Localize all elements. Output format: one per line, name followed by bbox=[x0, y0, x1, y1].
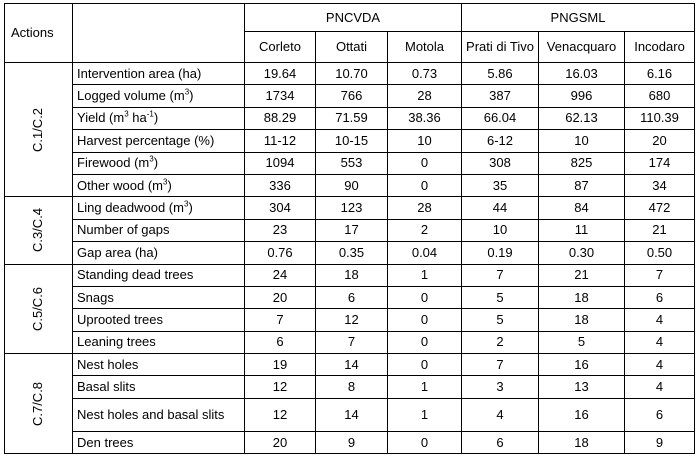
cell-value: 71.59 bbox=[316, 107, 388, 129]
cell-value: 0.19 bbox=[462, 242, 539, 264]
table-row bbox=[5, 309, 695, 331]
cell-value: 0.04 bbox=[388, 242, 462, 264]
cell-value: 110.39 bbox=[625, 107, 695, 129]
cell-value: 7 bbox=[245, 309, 316, 331]
cell-value: 5 bbox=[462, 286, 539, 308]
cell-value: 553 bbox=[316, 152, 388, 174]
cell-value: 13 bbox=[539, 376, 625, 398]
cell-value: 6 bbox=[316, 286, 388, 308]
table-row bbox=[5, 130, 695, 152]
cell-value: 0 bbox=[388, 354, 462, 376]
cell-value: 10 bbox=[539, 130, 625, 152]
cell-value: 18 bbox=[539, 431, 625, 453]
cell-value: 6 bbox=[625, 398, 695, 431]
cell-value: 34 bbox=[625, 174, 695, 196]
site-header: Prati di Tivo bbox=[462, 32, 539, 63]
cell-value: 2 bbox=[462, 331, 539, 353]
cell-value: 0.76 bbox=[245, 242, 316, 264]
variable-name: Snags bbox=[73, 286, 245, 308]
cell-value: 4 bbox=[625, 331, 695, 353]
cell-value: 35 bbox=[462, 174, 539, 196]
variable-name: Gap area (ha) bbox=[73, 242, 245, 264]
cell-value: 18 bbox=[316, 264, 388, 286]
site-header: Incodaro bbox=[625, 32, 695, 63]
variable-name: Yield ($m^3$ $ha^{-1}$) bbox=[73, 107, 245, 129]
cell-value: 1734 bbox=[245, 85, 316, 107]
cell-value: 21 bbox=[539, 264, 625, 286]
cell-value: 308 bbox=[462, 152, 539, 174]
site-header: Corleto bbox=[245, 32, 316, 63]
variable-name: Harvest percentage (%) bbox=[73, 130, 245, 152]
cell-value: 2 bbox=[388, 219, 462, 241]
cell-value: 0 bbox=[388, 286, 462, 308]
cell-value: 7 bbox=[316, 331, 388, 353]
table-row bbox=[5, 152, 695, 174]
table-row bbox=[5, 242, 695, 264]
cell-value: 9 bbox=[316, 431, 388, 453]
variable-header bbox=[73, 4, 245, 63]
action-group-label: C.3/C.4 bbox=[5, 197, 73, 264]
cell-value: 5.86 bbox=[462, 63, 539, 85]
cell-value: 21 bbox=[625, 219, 695, 241]
cell-value: 3 bbox=[462, 376, 539, 398]
table-row bbox=[5, 63, 695, 85]
cell-value: 123 bbox=[316, 197, 388, 219]
cell-value: 0 bbox=[388, 431, 462, 453]
table-row bbox=[5, 85, 695, 107]
table-row bbox=[5, 264, 695, 286]
cell-value: 23 bbox=[245, 219, 316, 241]
cell-value: 0 bbox=[388, 174, 462, 196]
cell-value: 387 bbox=[462, 85, 539, 107]
variable-name: Leaning trees bbox=[73, 331, 245, 353]
cell-value: 0.30 bbox=[539, 242, 625, 264]
cell-value: 88.29 bbox=[245, 107, 316, 129]
cell-value: 24 bbox=[245, 264, 316, 286]
cell-value: 4 bbox=[625, 354, 695, 376]
cell-value: 19.64 bbox=[245, 63, 316, 85]
cell-value: 304 bbox=[245, 197, 316, 219]
cell-value: 12 bbox=[245, 398, 316, 431]
cell-value: 44 bbox=[462, 197, 539, 219]
site-header: Ottati bbox=[316, 32, 388, 63]
cell-value: 8 bbox=[316, 376, 388, 398]
cell-value: 4 bbox=[625, 309, 695, 331]
action-group-label: C.7/C.8 bbox=[5, 354, 73, 454]
cell-value: 11-12 bbox=[245, 130, 316, 152]
variable-name: Logged volume $(m^3)$ bbox=[73, 85, 245, 107]
cell-value: 6-12 bbox=[462, 130, 539, 152]
cell-value: 5 bbox=[539, 331, 625, 353]
cell-value: 10 bbox=[462, 219, 539, 241]
cell-value: 90 bbox=[316, 174, 388, 196]
variable-name: Other wood $(m^3)$ bbox=[73, 174, 245, 196]
table-row bbox=[5, 431, 695, 453]
cell-value: 14 bbox=[316, 354, 388, 376]
cell-value: 17 bbox=[316, 219, 388, 241]
park-header-pngsml: PNGSML bbox=[462, 4, 695, 32]
cell-value: 16.03 bbox=[539, 63, 625, 85]
variable-name: Basal slits bbox=[73, 376, 245, 398]
actions-header: Actions bbox=[5, 4, 73, 63]
site-header: Motola bbox=[388, 32, 462, 63]
cell-value: 0 bbox=[388, 309, 462, 331]
table-row bbox=[5, 174, 695, 196]
cell-value: 66.04 bbox=[462, 107, 539, 129]
cell-value: 0 bbox=[388, 331, 462, 353]
cell-value: 20 bbox=[245, 286, 316, 308]
cell-value: 18 bbox=[539, 286, 625, 308]
cell-value: 472 bbox=[625, 197, 695, 219]
cell-value: 10 bbox=[388, 130, 462, 152]
cell-value: 12 bbox=[245, 376, 316, 398]
table-row bbox=[5, 286, 695, 308]
cell-value: 336 bbox=[245, 174, 316, 196]
cell-value: 84 bbox=[539, 197, 625, 219]
variable-name: Intervention area (ha) bbox=[73, 63, 245, 85]
variable-name: Nest holes and basal slits bbox=[73, 398, 245, 431]
cell-value: 18 bbox=[539, 309, 625, 331]
variable-name: Ling deadwood $(m^3)$ bbox=[73, 197, 245, 219]
table-container bbox=[4, 3, 695, 454]
cell-value: 0.50 bbox=[625, 242, 695, 264]
cell-value: 0 bbox=[388, 152, 462, 174]
forest-actions-table bbox=[4, 3, 695, 454]
variable-name: Firewood $(m^3)$ bbox=[73, 152, 245, 174]
cell-value: 14 bbox=[316, 398, 388, 431]
cell-value: 996 bbox=[539, 85, 625, 107]
cell-value: 20 bbox=[625, 130, 695, 152]
cell-value: 6.16 bbox=[625, 63, 695, 85]
cell-value: 28 bbox=[388, 85, 462, 107]
cell-value: 10-15 bbox=[316, 130, 388, 152]
variable-name: Uprooted trees bbox=[73, 309, 245, 331]
table-row bbox=[5, 219, 695, 241]
action-group-label: C.1/C.2 bbox=[5, 63, 73, 197]
cell-value: 174 bbox=[625, 152, 695, 174]
table-row bbox=[5, 398, 695, 431]
cell-value: 825 bbox=[539, 152, 625, 174]
cell-value: 9 bbox=[625, 431, 695, 453]
table-row bbox=[5, 107, 695, 129]
cell-value: 1 bbox=[388, 398, 462, 431]
cell-value: 7 bbox=[462, 264, 539, 286]
action-group-label: C.5/C.6 bbox=[5, 264, 73, 354]
cell-value: 38.36 bbox=[388, 107, 462, 129]
cell-value: 12 bbox=[316, 309, 388, 331]
cell-value: 680 bbox=[625, 85, 695, 107]
cell-value: 10.70 bbox=[316, 63, 388, 85]
variable-name: Den trees bbox=[73, 431, 245, 453]
table-row bbox=[5, 331, 695, 353]
cell-value: 4 bbox=[625, 376, 695, 398]
variable-name: Standing dead trees bbox=[73, 264, 245, 286]
site-header: Venacquaro bbox=[539, 32, 625, 63]
cell-value: 5 bbox=[462, 309, 539, 331]
cell-value: 16 bbox=[539, 398, 625, 431]
cell-value: 1 bbox=[388, 376, 462, 398]
table-body bbox=[5, 63, 695, 454]
park-header-pncvda: PNCVDA bbox=[245, 4, 462, 32]
cell-value: 11 bbox=[539, 219, 625, 241]
cell-value: 7 bbox=[625, 264, 695, 286]
variable-name: Number of gaps bbox=[73, 219, 245, 241]
header-row-parks bbox=[5, 4, 695, 32]
cell-value: 7 bbox=[462, 354, 539, 376]
cell-value: 62.13 bbox=[539, 107, 625, 129]
cell-value: 0.35 bbox=[316, 242, 388, 264]
cell-value: 16 bbox=[539, 354, 625, 376]
cell-value: 20 bbox=[245, 431, 316, 453]
cell-value: 87 bbox=[539, 174, 625, 196]
cell-value: 19 bbox=[245, 354, 316, 376]
cell-value: 6 bbox=[462, 431, 539, 453]
cell-value: 1 bbox=[388, 264, 462, 286]
cell-value: 1094 bbox=[245, 152, 316, 174]
cell-value: 766 bbox=[316, 85, 388, 107]
table-row bbox=[5, 197, 695, 219]
cell-value: 28 bbox=[388, 197, 462, 219]
cell-value: 6 bbox=[245, 331, 316, 353]
table-row bbox=[5, 354, 695, 376]
cell-value: 4 bbox=[462, 398, 539, 431]
table-row bbox=[5, 376, 695, 398]
cell-value: 0.73 bbox=[388, 63, 462, 85]
variable-name: Nest holes bbox=[73, 354, 245, 376]
cell-value: 6 bbox=[625, 286, 695, 308]
